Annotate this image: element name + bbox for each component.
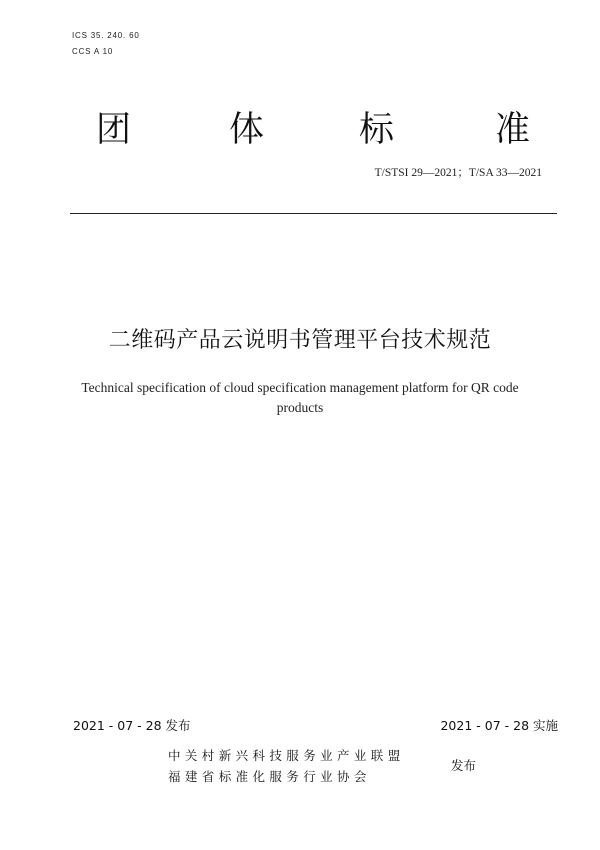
ics-code: ICS 35. 240. 60: [72, 31, 140, 40]
publication-date: 2021 - 07 - 28 发布: [73, 718, 191, 733]
standard-number: T/STSI 29—2021；T/SA 33—2021: [374, 167, 542, 179]
title-char-biao: 标: [359, 110, 395, 150]
title-char-ti: 体: [229, 110, 265, 150]
implementation-date: 2021 - 07 - 28 实施: [440, 718, 558, 733]
document-title-cn: 二维码产品云说明书管理平台技术规范: [108, 328, 492, 353]
publish-label: 发布: [451, 758, 477, 773]
title-char-zhun: 准: [495, 110, 531, 150]
title-char-tuan: 团: [96, 110, 132, 150]
ccs-code: CCS A 10: [72, 47, 114, 56]
header-divider: [70, 213, 557, 214]
document-title-en: Technical specification of cloud specification management platform for QR code products: [81, 380, 519, 415]
publisher-org-1: 中关村新兴科技服务业产业联盟: [168, 748, 405, 763]
publisher-org-2: 福建省标准化服务行业协会: [168, 769, 371, 784]
